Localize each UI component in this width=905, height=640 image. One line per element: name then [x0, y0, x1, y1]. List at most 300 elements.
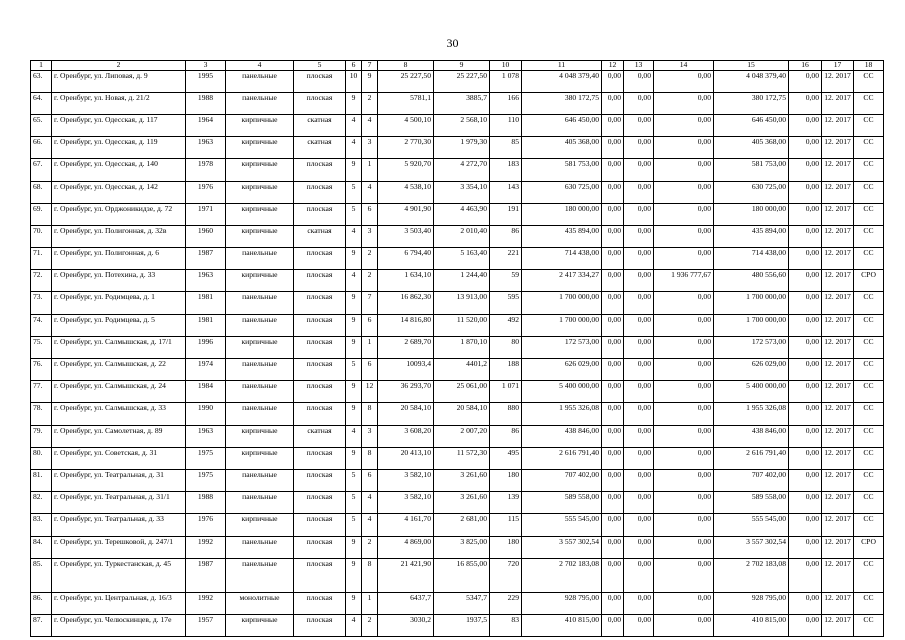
living-area-cell: 2 007,20 [434, 425, 490, 447]
col12-cell: 0,00 [602, 514, 624, 536]
total-area-cell: 3 503,40 [378, 225, 434, 247]
wall-material-cell: панельные [226, 248, 294, 270]
entrances-cell: 3 [362, 425, 378, 447]
living-area-cell: 3885,7 [434, 92, 490, 114]
total-area-cell: 3 582,10 [378, 492, 434, 514]
year-built-cell: 1963 [186, 270, 226, 292]
residents-cell: 166 [490, 92, 522, 114]
col13-cell: 0,00 [624, 469, 654, 491]
living-area-cell: 4401,2 [434, 359, 490, 381]
col12-cell: 0,00 [602, 592, 624, 614]
address-cell: г. Оренбург, ул. Челюскинцев, д. 17е [52, 614, 186, 636]
total-cost-cell: 555 545,00 [522, 514, 602, 536]
entrances-cell: 9 [362, 70, 378, 92]
floors-cell: 4 [346, 114, 362, 136]
col15-cell: 438 846,00 [714, 425, 789, 447]
col16-cell: 0,00 [789, 292, 822, 314]
living-area-cell: 5 163,40 [434, 248, 490, 270]
total-cost-cell: 1 700 000,00 [522, 314, 602, 336]
col14-cell: 0,00 [654, 181, 714, 203]
floors-cell: 5 [346, 181, 362, 203]
address-cell: г. Оренбург, ул. Центральная, д. 16/3 [52, 592, 186, 614]
total-area-cell: 3 582,10 [378, 469, 434, 491]
entrances-cell: 2 [362, 92, 378, 114]
col13-cell: 0,00 [624, 381, 654, 403]
col14-cell: 0,00 [654, 225, 714, 247]
living-area-cell: 16 855,00 [434, 558, 490, 592]
floors-cell: 9 [346, 558, 362, 592]
col16-cell: 0,00 [789, 159, 822, 181]
roof-type-cell: плоская [294, 492, 346, 514]
residents-cell: 180 [490, 469, 522, 491]
living-area-cell: 5347,7 [434, 592, 490, 614]
year-built-cell: 1984 [186, 381, 226, 403]
col14-cell: 0,00 [654, 159, 714, 181]
residents-cell: 115 [490, 514, 522, 536]
table-row [31, 469, 884, 491]
total-cost-cell: 589 558,00 [522, 492, 602, 514]
col12-cell: 0,00 [602, 614, 624, 636]
row-number: 71. [31, 248, 52, 270]
total-area-cell: 25 227,50 [378, 70, 434, 92]
table-row [31, 159, 884, 181]
residents-cell: 139 [490, 492, 522, 514]
col15-cell: 2 616 791,40 [714, 447, 789, 469]
floors-cell: 5 [346, 469, 362, 491]
table-row [31, 492, 884, 514]
floors-cell: 9 [346, 336, 362, 358]
col15-cell: 5 400 000,00 [714, 381, 789, 403]
roof-type-cell: скатная [294, 225, 346, 247]
floors-cell: 9 [346, 447, 362, 469]
deadline-cell: 12. 2017 [822, 159, 854, 181]
living-area-cell: 2 681,00 [434, 514, 490, 536]
entrances-cell: 4 [362, 492, 378, 514]
wall-material-cell: панельные [226, 359, 294, 381]
column-number-8: 8 [378, 61, 434, 71]
wall-material-cell: монолитные [226, 592, 294, 614]
roof-type-cell: плоская [294, 314, 346, 336]
address-cell: г. Оренбург, ул. Салмышская, д. 17/1 [52, 336, 186, 358]
deadline-cell: 12. 2017 [822, 403, 854, 425]
row-number: 68. [31, 181, 52, 203]
col15-cell: 626 029,00 [714, 359, 789, 381]
total-area-cell: 1 634,10 [378, 270, 434, 292]
fund-type-cell: СС [854, 203, 884, 225]
floors-cell: 9 [346, 159, 362, 181]
deadline-cell: 12. 2017 [822, 114, 854, 136]
col13-cell: 0,00 [624, 425, 654, 447]
fund-type-cell: СС [854, 403, 884, 425]
fund-type-cell: СРО [854, 536, 884, 558]
total-area-cell: 5781,1 [378, 92, 434, 114]
column-number-4: 4 [226, 61, 294, 71]
col14-cell: 0,00 [654, 614, 714, 636]
col12-cell: 0,00 [602, 70, 624, 92]
living-area-cell: 25 061,00 [434, 381, 490, 403]
row-number: 75. [31, 336, 52, 358]
table-row [31, 381, 884, 403]
row-number: 72. [31, 270, 52, 292]
col14-cell: 0,00 [654, 558, 714, 592]
col16-cell: 0,00 [789, 314, 822, 336]
roof-type-cell: скатная [294, 425, 346, 447]
col16-cell: 0,00 [789, 92, 822, 114]
address-cell: г. Оренбург, ул. Театральная, д. 31/1 [52, 492, 186, 514]
table-body [31, 70, 884, 637]
col14-cell: 0,00 [654, 92, 714, 114]
year-built-cell: 1996 [186, 336, 226, 358]
roof-type-cell: плоская [294, 403, 346, 425]
total-cost-cell: 714 438,00 [522, 248, 602, 270]
col16-cell: 0,00 [789, 70, 822, 92]
col13-cell: 0,00 [624, 270, 654, 292]
column-number-10: 10 [490, 61, 522, 71]
floors-cell: 9 [346, 248, 362, 270]
year-built-cell: 1987 [186, 248, 226, 270]
col15-cell: 405 368,00 [714, 137, 789, 159]
address-cell: г. Оренбург, ул. Салмышская, д. 24 [52, 381, 186, 403]
entrances-cell: 1 [362, 592, 378, 614]
col16-cell: 0,00 [789, 469, 822, 491]
wall-material-cell: кирпичные [226, 137, 294, 159]
col15-cell: 555 545,00 [714, 514, 789, 536]
fund-type-cell: СС [854, 70, 884, 92]
floors-cell: 5 [346, 359, 362, 381]
col16-cell: 0,00 [789, 203, 822, 225]
column-number-16: 16 [789, 61, 822, 71]
wall-material-cell: панельные [226, 381, 294, 403]
col13-cell: 0,00 [624, 92, 654, 114]
col15-cell: 646 450,00 [714, 114, 789, 136]
col12-cell: 0,00 [602, 292, 624, 314]
wall-material-cell: кирпичные [226, 225, 294, 247]
total-area-cell: 6437,7 [378, 592, 434, 614]
floors-cell: 5 [346, 492, 362, 514]
row-number: 84. [31, 536, 52, 558]
col14-cell: 0,00 [654, 425, 714, 447]
roof-type-cell: плоская [294, 203, 346, 225]
fund-type-cell: СС [854, 292, 884, 314]
table-row [31, 403, 884, 425]
col16-cell: 0,00 [789, 536, 822, 558]
living-area-cell: 4 463,90 [434, 203, 490, 225]
col16-cell: 0,00 [789, 137, 822, 159]
col16-cell: 0,00 [789, 225, 822, 247]
table-row [31, 70, 884, 92]
entrances-cell: 7 [362, 292, 378, 314]
col14-cell: 0,00 [654, 514, 714, 536]
fund-type-cell: СС [854, 381, 884, 403]
col15-cell: 581 753,00 [714, 159, 789, 181]
residents-cell: 183 [490, 159, 522, 181]
living-area-cell: 25 227,50 [434, 70, 490, 92]
col15-cell: 2 702 183,08 [714, 558, 789, 592]
column-number-18: 18 [854, 61, 884, 71]
residents-cell: 1 071 [490, 381, 522, 403]
roof-type-cell: плоская [294, 614, 346, 636]
total-area-cell: 16 862,30 [378, 292, 434, 314]
wall-material-cell: панельные [226, 536, 294, 558]
residents-cell: 143 [490, 181, 522, 203]
residents-cell: 495 [490, 447, 522, 469]
wall-material-cell: панельные [226, 314, 294, 336]
floors-cell: 5 [346, 203, 362, 225]
residents-cell: 880 [490, 403, 522, 425]
col15-cell: 435 894,00 [714, 225, 789, 247]
total-cost-cell: 646 450,00 [522, 114, 602, 136]
total-cost-cell: 180 000,00 [522, 203, 602, 225]
col12-cell: 0,00 [602, 137, 624, 159]
col16-cell: 0,00 [789, 592, 822, 614]
total-area-cell: 4 161,70 [378, 514, 434, 536]
roof-type-cell: плоская [294, 92, 346, 114]
roof-type-cell: плоская [294, 469, 346, 491]
address-cell: г. Оренбург, ул. Орджоникидзе, д. 72 [52, 203, 186, 225]
deadline-cell: 12. 2017 [822, 425, 854, 447]
address-cell: г. Оренбург, ул. Полигонная, д. 6 [52, 248, 186, 270]
col13-cell: 0,00 [624, 536, 654, 558]
col14-cell: 0,00 [654, 203, 714, 225]
roof-type-cell: скатная [294, 137, 346, 159]
col15-cell: 4 048 379,40 [714, 70, 789, 92]
col15-cell: 3 557 302,54 [714, 536, 789, 558]
table-row [31, 225, 884, 247]
col12-cell: 0,00 [602, 336, 624, 358]
fund-type-cell: СС [854, 181, 884, 203]
residents-cell: 595 [490, 292, 522, 314]
total-cost-cell: 435 894,00 [522, 225, 602, 247]
col13-cell: 0,00 [624, 336, 654, 358]
column-number-17: 17 [822, 61, 854, 71]
entrances-cell: 8 [362, 558, 378, 592]
total-area-cell: 21 421,90 [378, 558, 434, 592]
year-built-cell: 1988 [186, 492, 226, 514]
col12-cell: 0,00 [602, 403, 624, 425]
col15-cell: 1 955 326,08 [714, 403, 789, 425]
total-cost-cell: 1 700 000,00 [522, 292, 602, 314]
year-built-cell: 1976 [186, 514, 226, 536]
table-row [31, 614, 884, 636]
column-number-13: 13 [624, 61, 654, 71]
deadline-cell: 12. 2017 [822, 447, 854, 469]
col12-cell: 0,00 [602, 225, 624, 247]
address-cell: г. Оренбург, ул. Потехина, д. 33 [52, 270, 186, 292]
deadline-cell: 12. 2017 [822, 558, 854, 592]
deadline-cell: 12. 2017 [822, 614, 854, 636]
total-area-cell: 5 920,70 [378, 159, 434, 181]
residents-cell: 188 [490, 359, 522, 381]
col15-cell: 480 556,60 [714, 270, 789, 292]
row-number: 66. [31, 137, 52, 159]
col16-cell: 0,00 [789, 114, 822, 136]
column-number-6: 6 [346, 61, 362, 71]
address-cell: г. Оренбург, ул. Новая, д. 21/2 [52, 92, 186, 114]
wall-material-cell: кирпичные [226, 181, 294, 203]
fund-type-cell: СС [854, 558, 884, 592]
wall-material-cell: кирпичные [226, 336, 294, 358]
col13-cell: 0,00 [624, 403, 654, 425]
row-number: 67. [31, 159, 52, 181]
col15-cell: 707 402,00 [714, 469, 789, 491]
row-number: 65. [31, 114, 52, 136]
col14-cell: 1 936 777,67 [654, 270, 714, 292]
page-number: 30 [446, 36, 459, 50]
col12-cell: 0,00 [602, 558, 624, 592]
entrances-cell: 4 [362, 181, 378, 203]
col12-cell: 0,00 [602, 492, 624, 514]
year-built-cell: 1971 [186, 203, 226, 225]
fund-type-cell: СС [854, 614, 884, 636]
floors-cell: 9 [346, 403, 362, 425]
table-row [31, 558, 884, 592]
total-area-cell: 36 293,70 [378, 381, 434, 403]
wall-material-cell: панельные [226, 492, 294, 514]
col12-cell: 0,00 [602, 114, 624, 136]
year-built-cell: 1988 [186, 92, 226, 114]
total-cost-cell: 410 815,00 [522, 614, 602, 636]
total-cost-cell: 2 417 334,27 [522, 270, 602, 292]
col14-cell: 0,00 [654, 381, 714, 403]
living-area-cell: 2 568,10 [434, 114, 490, 136]
table-row [31, 181, 884, 203]
col14-cell: 0,00 [654, 314, 714, 336]
col15-cell: 410 815,00 [714, 614, 789, 636]
wall-material-cell: панельные [226, 70, 294, 92]
roof-type-cell: плоская [294, 359, 346, 381]
year-built-cell: 1992 [186, 592, 226, 614]
address-cell: г. Оренбург, ул. Театральная, д. 33 [52, 514, 186, 536]
col16-cell: 0,00 [789, 359, 822, 381]
total-area-cell: 10093,4 [378, 359, 434, 381]
row-number: 74. [31, 314, 52, 336]
fund-type-cell: СС [854, 114, 884, 136]
col16-cell: 0,00 [789, 381, 822, 403]
fund-type-cell: СС [854, 492, 884, 514]
row-number: 85. [31, 558, 52, 592]
col12-cell: 0,00 [602, 425, 624, 447]
deadline-cell: 12. 2017 [822, 70, 854, 92]
column-number-header [31, 61, 884, 71]
wall-material-cell: кирпичные [226, 203, 294, 225]
floors-cell: 9 [346, 381, 362, 403]
col15-cell: 1 700 000,00 [714, 292, 789, 314]
col14-cell: 0,00 [654, 403, 714, 425]
col13-cell: 0,00 [624, 248, 654, 270]
col14-cell: 0,00 [654, 492, 714, 514]
living-area-cell: 1937,5 [434, 614, 490, 636]
roof-type-cell: плоская [294, 381, 346, 403]
column-number-12: 12 [602, 61, 624, 71]
year-built-cell: 1992 [186, 536, 226, 558]
row-number: 77. [31, 381, 52, 403]
residents-cell: 85 [490, 137, 522, 159]
row-number: 87. [31, 614, 52, 636]
floors-cell: 9 [346, 292, 362, 314]
col12-cell: 0,00 [602, 447, 624, 469]
roof-type-cell: плоская [294, 592, 346, 614]
roof-type-cell: плоская [294, 70, 346, 92]
deadline-cell: 12. 2017 [822, 248, 854, 270]
column-number-3: 3 [186, 61, 226, 71]
year-built-cell: 1963 [186, 137, 226, 159]
col15-cell: 380 172,75 [714, 92, 789, 114]
col13-cell: 0,00 [624, 314, 654, 336]
living-area-cell: 11 520,00 [434, 314, 490, 336]
total-area-cell: 2 689,70 [378, 336, 434, 358]
row-number: 76. [31, 359, 52, 381]
col13-cell: 0,00 [624, 137, 654, 159]
total-area-cell: 4 901,90 [378, 203, 434, 225]
entrances-cell: 2 [362, 614, 378, 636]
row-number: 64. [31, 92, 52, 114]
total-cost-cell: 1 955 326,08 [522, 403, 602, 425]
address-cell: г. Оренбург, ул. Родимцева, д. 1 [52, 292, 186, 314]
entrances-cell: 6 [362, 203, 378, 225]
col13-cell: 0,00 [624, 558, 654, 592]
fund-type-cell: СС [854, 447, 884, 469]
col12-cell: 0,00 [602, 270, 624, 292]
roof-type-cell: плоская [294, 336, 346, 358]
wall-material-cell: панельные [226, 292, 294, 314]
table-row [31, 203, 884, 225]
table-row [31, 592, 884, 614]
column-number-5: 5 [294, 61, 346, 71]
wall-material-cell: кирпичные [226, 270, 294, 292]
row-number: 78. [31, 403, 52, 425]
floors-cell: 4 [346, 225, 362, 247]
total-cost-cell: 172 573,00 [522, 336, 602, 358]
deadline-cell: 12. 2017 [822, 381, 854, 403]
wall-material-cell: кирпичные [226, 425, 294, 447]
address-cell: г. Оренбург, ул. Театральная, д. 31 [52, 469, 186, 491]
col14-cell: 0,00 [654, 114, 714, 136]
entrances-cell: 4 [362, 514, 378, 536]
living-area-cell: 11 572,30 [434, 447, 490, 469]
col13-cell: 0,00 [624, 514, 654, 536]
column-number-2: 2 [52, 61, 186, 71]
address-cell: г. Оренбург, ул. Одесская, д. 140 [52, 159, 186, 181]
row-number: 70. [31, 225, 52, 247]
wall-material-cell: панельные [226, 92, 294, 114]
col16-cell: 0,00 [789, 270, 822, 292]
col14-cell: 0,00 [654, 336, 714, 358]
entrances-cell: 2 [362, 536, 378, 558]
table-row [31, 248, 884, 270]
floors-cell: 9 [346, 314, 362, 336]
deadline-cell: 12. 2017 [822, 359, 854, 381]
header-row [31, 61, 884, 71]
col13-cell: 0,00 [624, 181, 654, 203]
col13-cell: 0,00 [624, 592, 654, 614]
year-built-cell: 1978 [186, 159, 226, 181]
year-built-cell: 1975 [186, 469, 226, 491]
column-number-1: 1 [31, 61, 52, 71]
col12-cell: 0,00 [602, 248, 624, 270]
fund-type-cell: СС [854, 469, 884, 491]
fund-type-cell: СС [854, 336, 884, 358]
total-cost-cell: 2 616 791,40 [522, 447, 602, 469]
col12-cell: 0,00 [602, 469, 624, 491]
fund-type-cell: СС [854, 514, 884, 536]
total-area-cell: 4 869,00 [378, 536, 434, 558]
year-built-cell: 1960 [186, 225, 226, 247]
col14-cell: 0,00 [654, 137, 714, 159]
row-number: 69. [31, 203, 52, 225]
total-cost-cell: 928 795,00 [522, 592, 602, 614]
col14-cell: 0,00 [654, 248, 714, 270]
entrances-cell: 3 [362, 225, 378, 247]
